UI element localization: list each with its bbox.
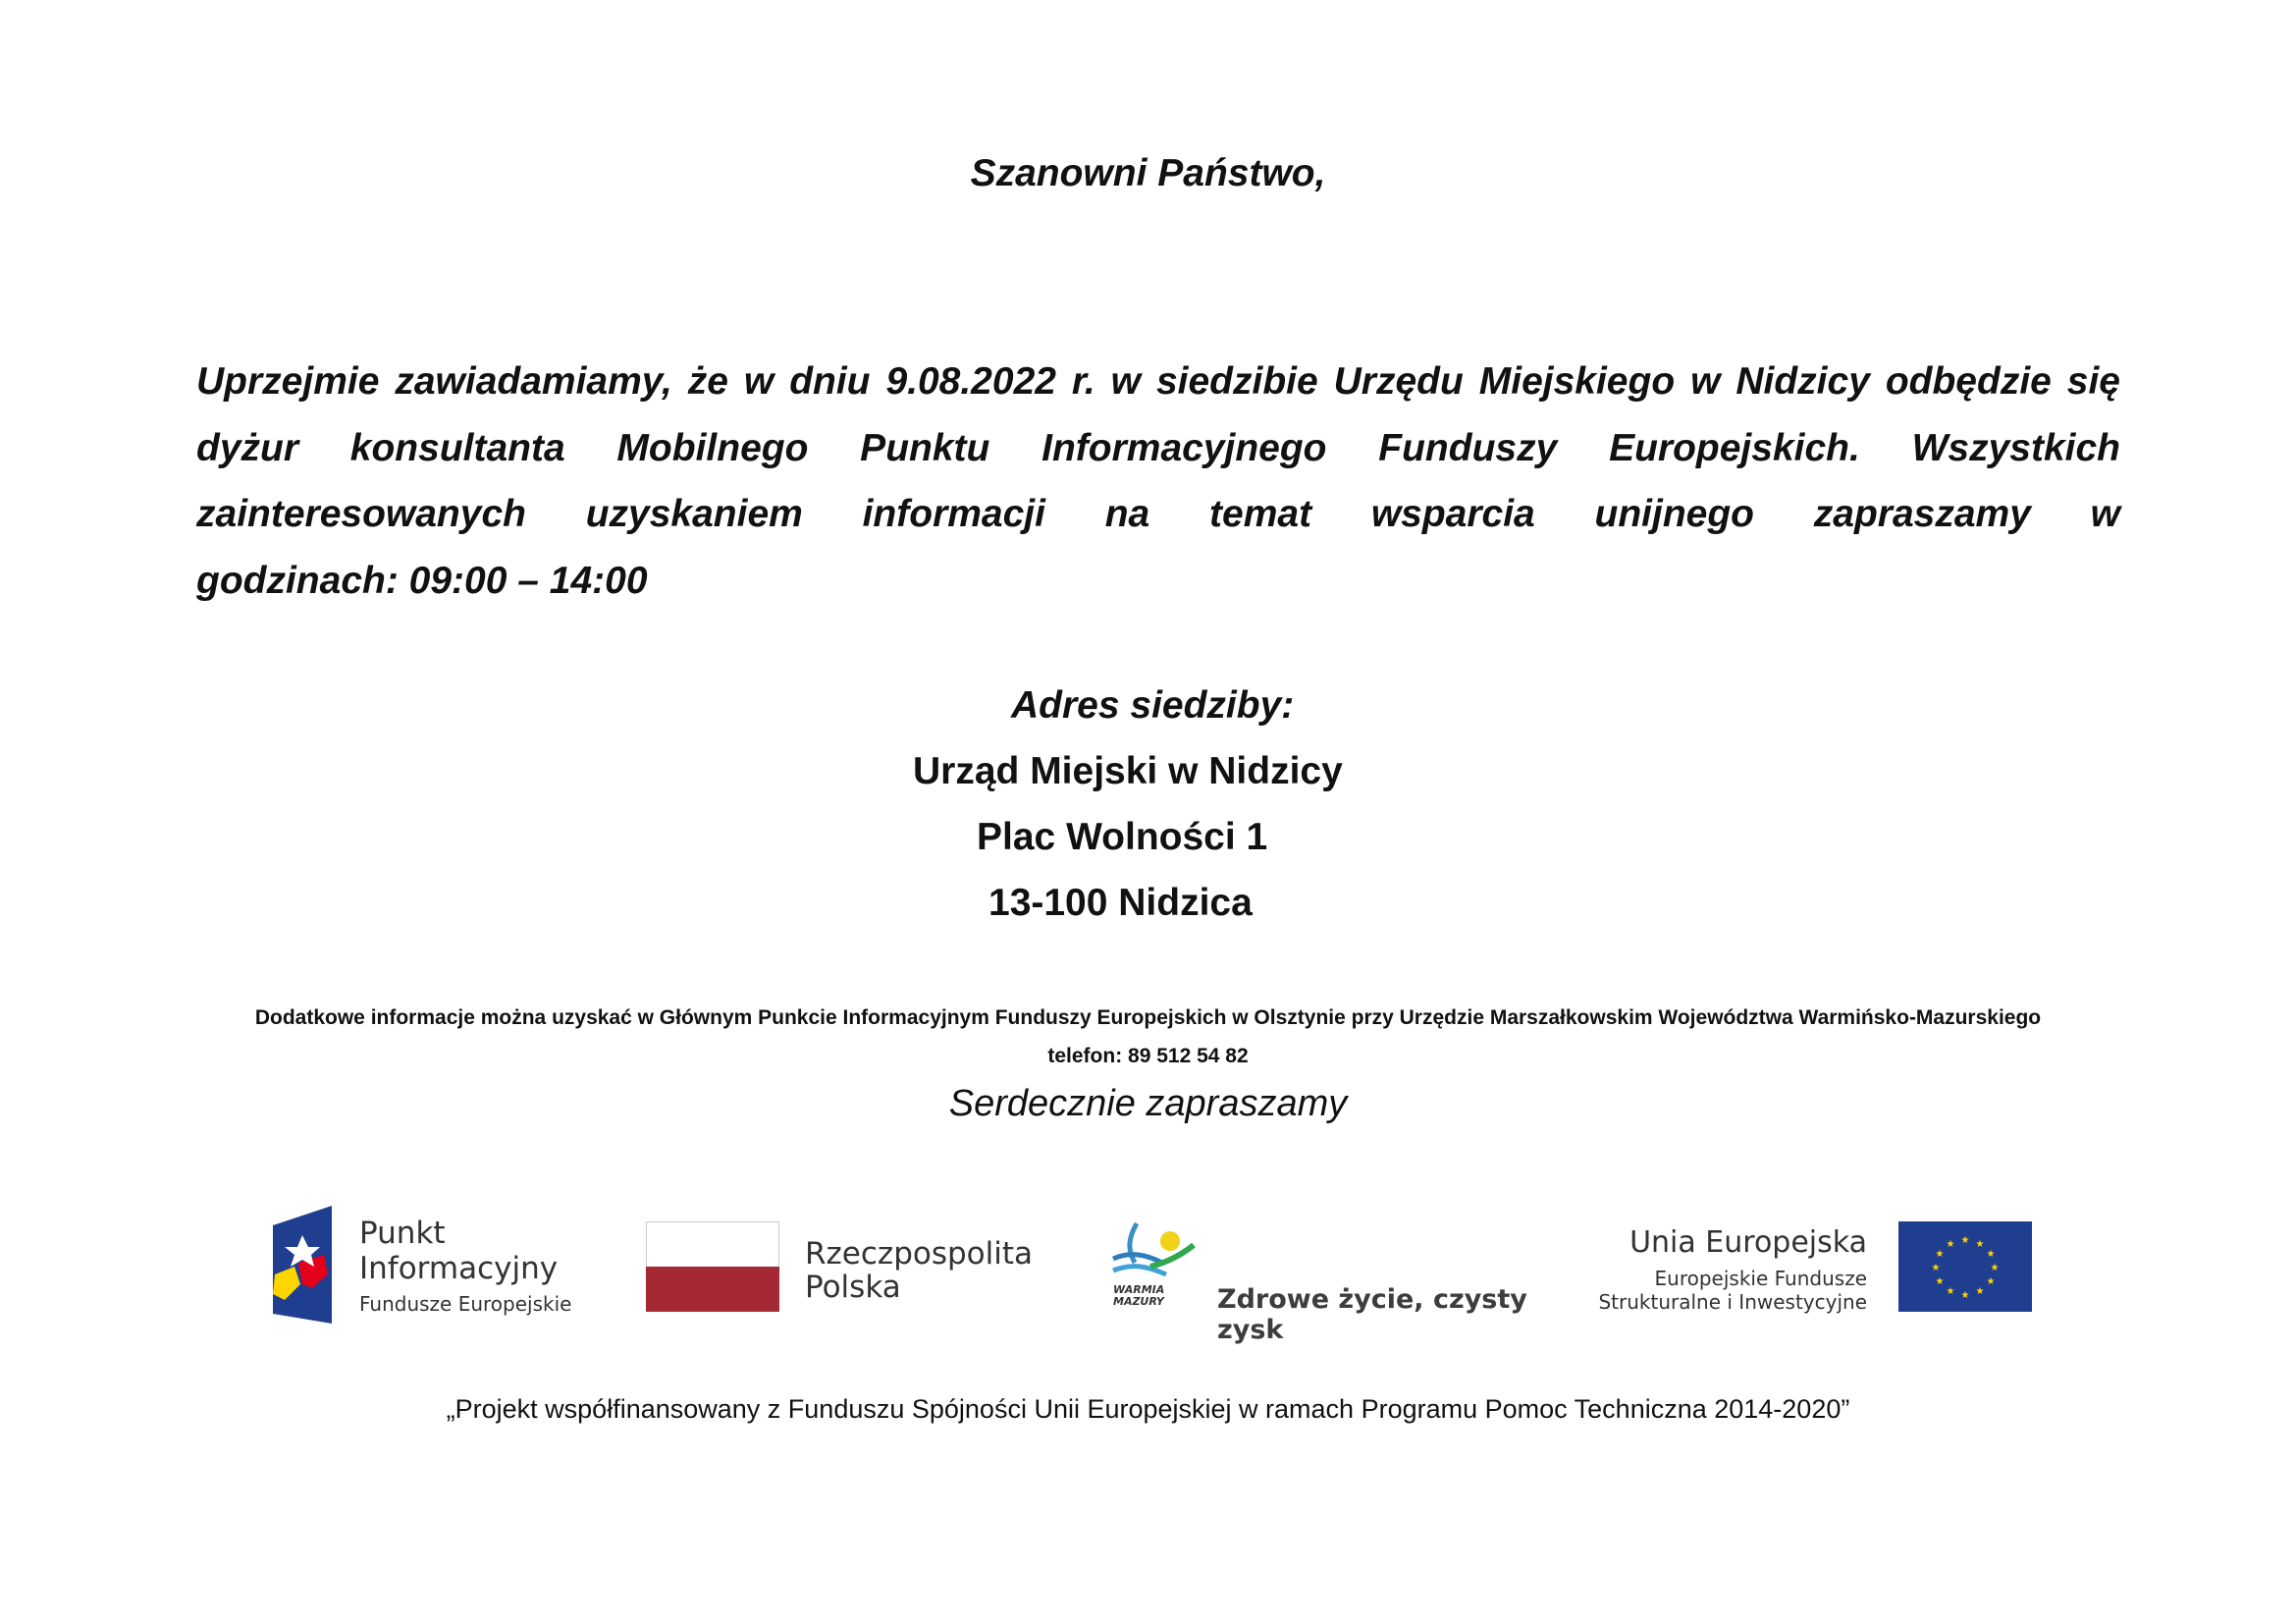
logo-wm bbox=[1107, 1219, 1539, 1345]
ue-line3: Strukturalne i Inwestycyjne bbox=[1598, 1290, 1867, 1314]
svg-text:★: ★ bbox=[1960, 1290, 1970, 1301]
logo-rp bbox=[646, 1221, 1039, 1312]
svg-text:★: ★ bbox=[1935, 1276, 1945, 1287]
svg-text:★: ★ bbox=[1960, 1235, 1970, 1246]
address-heading: Adres siedziby: bbox=[1011, 684, 1295, 727]
ue-line2: Europejskie Fundusze bbox=[1654, 1267, 1867, 1290]
logo-ue bbox=[1600, 1221, 2032, 1314]
eu-flag-icon bbox=[1898, 1221, 2032, 1312]
svg-text:★: ★ bbox=[1975, 1239, 1985, 1250]
svg-text:★: ★ bbox=[1986, 1276, 1996, 1287]
paragraph-line-1: Uprzejmie zawiadamiamy, że w dniu 9.08.2022 r. w siedzibie Urzędu Miejskiego w Nidzicy odbędzie się bbox=[196, 360, 2120, 403]
svg-text:★: ★ bbox=[1946, 1286, 1955, 1297]
warmia-mazury-emblem-icon bbox=[1107, 1219, 1201, 1288]
additional-info: Dodatkowe informacje można uzyskać w Głównym Punkcie Informacyjnym Funduszy Europejskich w Olsztynie przy Urzędzie Marszałkowskim Województwa Warmińsko-Mazurskiego bbox=[254, 1006, 2042, 1029]
svg-text:★: ★ bbox=[1935, 1249, 1945, 1260]
address-city: 13-100 Nidzica bbox=[988, 882, 1253, 924]
pife-line3: Fundusze Europejskie bbox=[359, 1292, 572, 1316]
logo-pife bbox=[273, 1206, 587, 1324]
paragraph-line-4: godzinach: 09:00 – 14:00 bbox=[196, 559, 648, 602]
rp-line2: Polska bbox=[805, 1270, 901, 1305]
paragraph-line-3: zainteresowanych uzyskaniem informacji na temat wsparcia unijnego zapraszamy w bbox=[196, 493, 2120, 535]
ue-line1: Unia Europejska bbox=[1629, 1225, 1867, 1260]
svg-text:★: ★ bbox=[1931, 1263, 1941, 1273]
paragraph-line-2: dyżur konsultanta Mobilnego Punktu Informacyjnego Funduszy Europejskich. Wszystkich bbox=[196, 426, 2120, 469]
svg-text:★: ★ bbox=[1975, 1286, 1985, 1297]
footer-note: „Projekt współfinansowany z Funduszu Spójności Unii Europejskiej w ramach Programu Pomoc Techniczna 2014-2020” bbox=[446, 1394, 1850, 1424]
pife-line1: Punkt bbox=[359, 1216, 446, 1251]
svg-text:★: ★ bbox=[1990, 1263, 2000, 1273]
svg-text:★: ★ bbox=[1946, 1239, 1955, 1250]
wm-slogan: Zdrowe życie, czysty zysk bbox=[1217, 1284, 1527, 1345]
address-name: Urząd Miejski w Nidzicy bbox=[913, 750, 1343, 792]
pife-emblem-icon bbox=[273, 1206, 336, 1324]
svg-text:★: ★ bbox=[1986, 1249, 1996, 1260]
rp-line1: Rzeczpospolita bbox=[805, 1236, 1034, 1272]
closing-text: Serdecznie zapraszamy bbox=[948, 1083, 1348, 1124]
address-street: Plac Wolności 1 bbox=[977, 816, 1268, 858]
polish-flag-icon bbox=[646, 1221, 779, 1312]
pife-line2: Informacyjny bbox=[359, 1251, 559, 1286]
greeting: Szanowni Państwo, bbox=[970, 152, 1326, 194]
announcement-paragraph bbox=[196, 349, 2120, 614]
wm-mark: WARMIA MAZURY bbox=[1113, 1283, 1165, 1308]
phone-number: telefon: 89 512 54 82 bbox=[1047, 1045, 1249, 1067]
